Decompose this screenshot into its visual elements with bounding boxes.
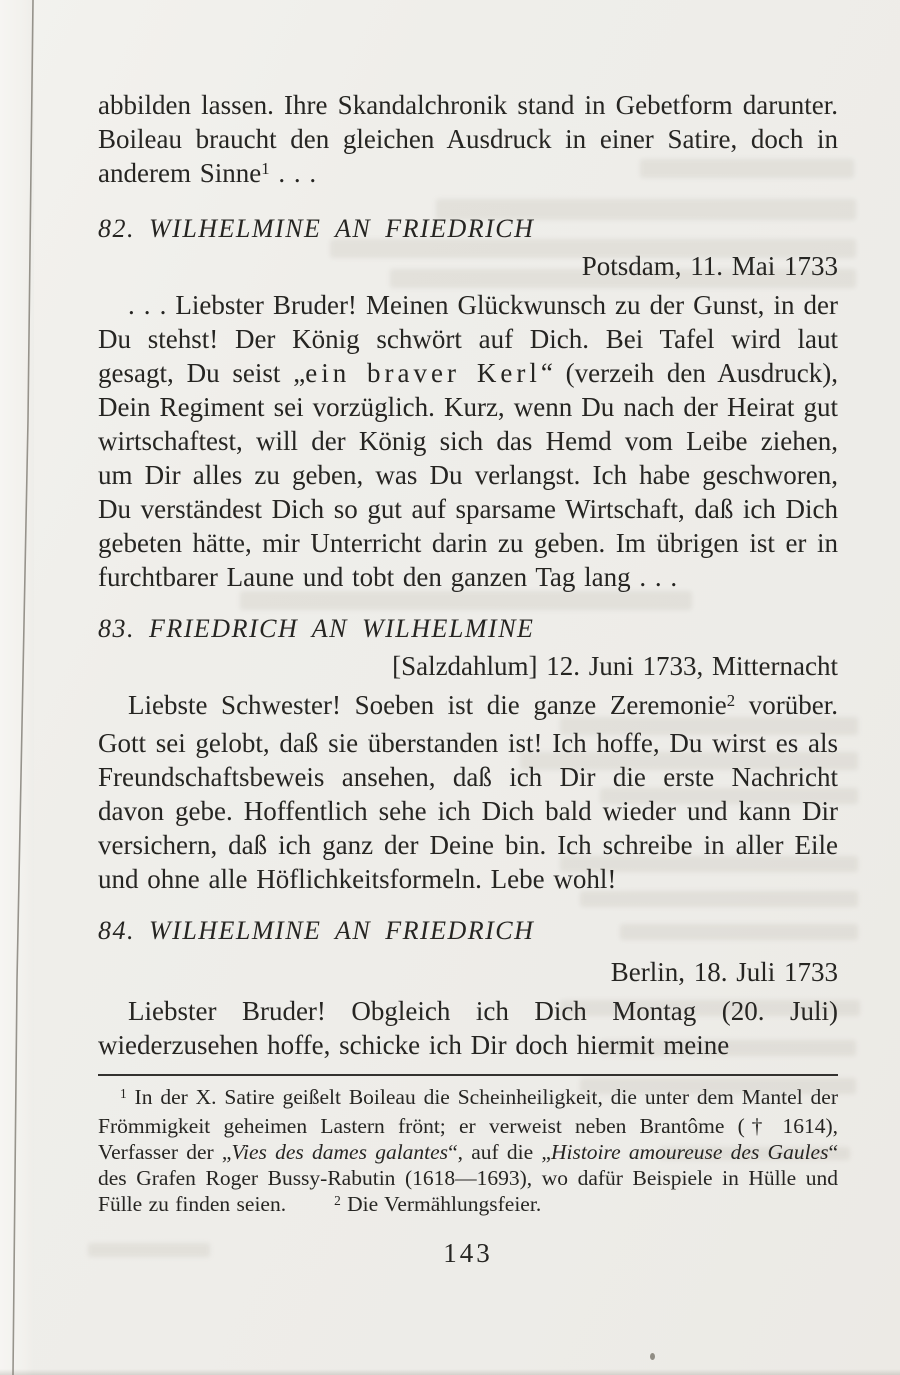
letter-84-dateline: Berlin, 18. Juli 1733 — [610, 957, 838, 987]
letter-82-body-post: “ (verzeih den Ausdruck), Dein Regiment sei vorzüglich. Kurz, wenn Du nach der Heirat gut wirtschaftest, will der König sich das Hemd vom Leibe ziehen, um Dir alles zu geben, was Du verlangst. Ich habe geschworen, Du verständest Dich so gut auf sparsame Wirtschaft, daß ich Dich gebeten hätte, mir Unterricht darin zu geben. Im übrigen ist er in furchtbarer Laune und tobt den ganzen Tag lang . . . — [98, 358, 838, 592]
footnote-2-text: Die Vermählungsfeier. — [340, 1192, 542, 1216]
letter-82-dateline: Potsdam, 11. Mai 1733 — [581, 251, 838, 281]
letter-82-body-pre: . . . Liebster Bruder! Meinen Glückwunsch zu der Gunst, in der Du stehst! Der König schwört auf Dich. Bei Tafel wird laut gesagt, Du seist „ — [98, 290, 838, 388]
bottom-scan-edge-shadow — [0, 1369, 900, 1375]
footnote-1-marker: 1 — [120, 1086, 127, 1102]
letter-83-body-post: vorüber. Gott sei gelobt, daß sie überstanden ist! Ich hoffe, Du wirst es als Freundschaftsbeweis ansehen, daß ich Dir die erste Nachricht davon gebe. Hoffentlich sehe ich Dich bald wieder und kann Dir versichern, daß ich ganz der Deine bin. Ich schreibe in aller Eile und ohne alle Höflichkeitsformeln. Lebe wohl! — [98, 690, 838, 894]
footnote-1-text-b: “, auf die „ — [448, 1140, 551, 1164]
ink-speck — [650, 1353, 655, 1360]
letter-82-heading: 82. WILHELMINE AN FRIEDRICH — [98, 214, 535, 243]
footnote-1-title-1: Vies des dames galantes — [231, 1140, 449, 1164]
letter-83-body-pre: Liebste Schwester! Soeben ist die ganze Zeremonie — [128, 690, 727, 720]
page-number: 143 — [443, 1238, 493, 1268]
letter-83-body — [98, 688, 838, 896]
footnote-1-text-a: In der X. Satire geißelt Boileau die Scheinheiligkeit, die unter dem Mantel der Frömmigkeit geheimen Lastern frönt; er verweist neben Brantôme († 1614), Verfasser der „ — [98, 1085, 838, 1164]
letter-82-body-emphasized: ein braver Kerl — [305, 358, 541, 388]
letter-82-body — [98, 288, 838, 594]
letter-83 — [98, 610, 838, 896]
footnotes — [98, 1084, 838, 1220]
continued-paragraph-ellipsis: . . . — [269, 158, 317, 188]
footnote-2-marker: 2 — [334, 1193, 341, 1209]
footnote-1-title-2: Histoire amoureuse des Gaules — [550, 1140, 829, 1164]
footnote-separator — [98, 1074, 838, 1076]
letter-84-body: Liebster Bruder! Obgleich ich Dich Montag (20. Juli) wiederzusehen hoffe, schicke ich Dir doch hiermit meine — [98, 996, 838, 1060]
footnote-1-text-c: “ des Grafen Roger Bussy-Rabutin (1618—1693), wo dafür Beispiele in Hülle und Fülle zu finden seien. — [98, 1140, 839, 1216]
letter-83-dateline: [Salzdahlum] 12. Juni 1733, Mitternacht — [392, 651, 838, 681]
continued-paragraph-text: abbilden lassen. Ihre Skandalchronik stand in Gebetform darunter. Boileau braucht den gleichen Ausdruck in einer Satire, doch in anderem Sinne — [98, 90, 838, 188]
letter-83-heading: 83. FRIEDRICH AN WILHELMINE — [98, 614, 535, 643]
footnote-ref-1: 1 — [261, 159, 270, 179]
footnote-ref-2: 2 — [726, 691, 736, 711]
letter-82 — [98, 210, 838, 594]
continued-paragraph — [98, 88, 838, 194]
letter-84 — [98, 912, 838, 1062]
letter-84-heading: 84. WILHELMINE AN FRIEDRICH — [98, 916, 535, 945]
